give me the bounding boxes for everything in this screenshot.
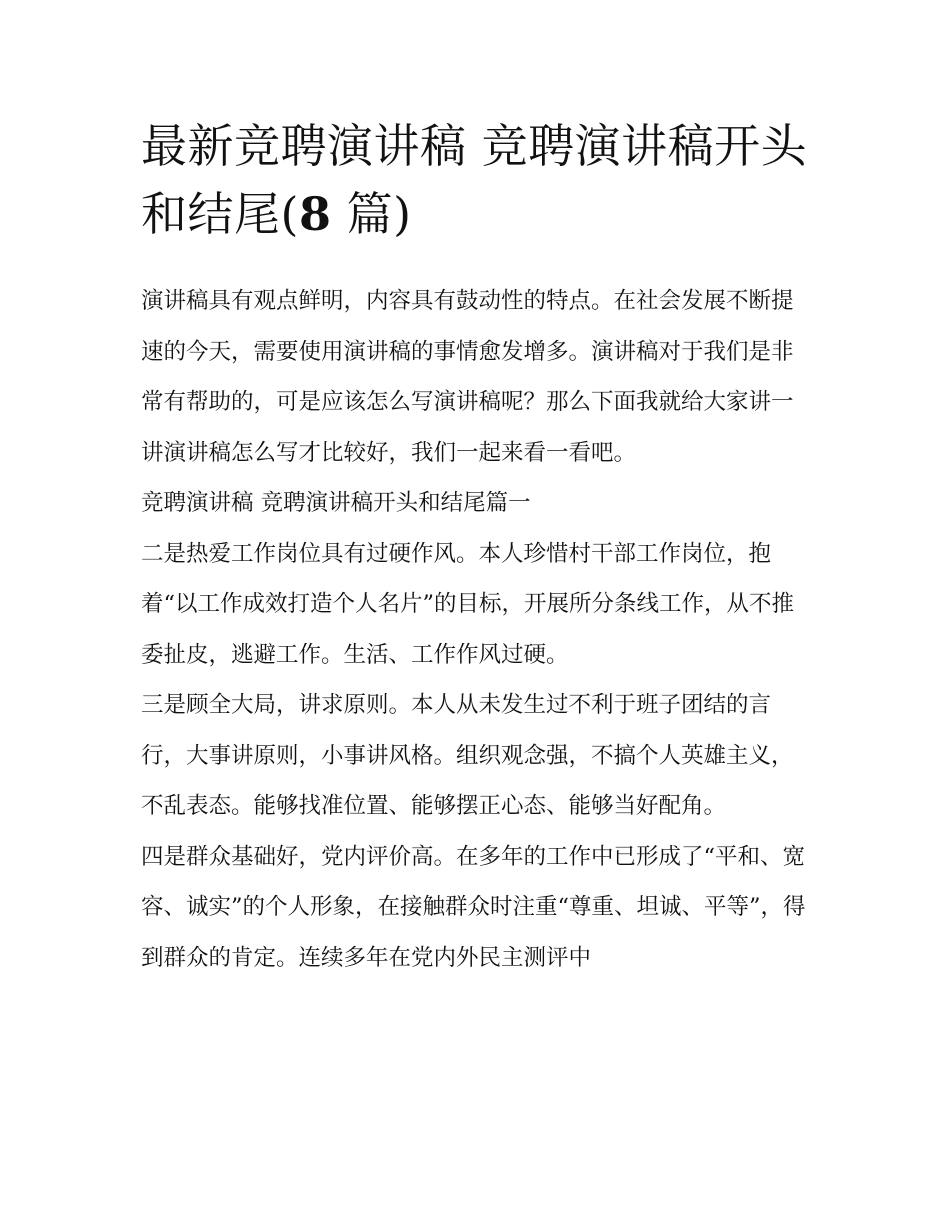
paragraph-point-three: 三是顾全大局，讲求原则。本人从未发生过不利于班子团结的言行，大事讲原则，小事讲风格。组织观念强，不搞个人英雄主义，不乱表态。能够找准位置、能够摆正心态、能够当好配角。 <box>141 692 794 819</box>
paragraph-point-four: 四是群众基础好，党内评价高。在多年的工作中已形成了“平和、宽容、诚实”的个人形象，在接触群众时注重“尊重、坦诚、平等”，得到群众的肯定。连续多年在党内外民主测评中 <box>141 843 806 971</box>
paragraph-point-two: 二是热爱工作岗位具有过硬作风。本人珍惜村干部工作岗位，抱着“以工作成效打造个人名片”的目标，开展所分条线工作，从不推委扯皮，逃避工作。生活、工作作风过硬。 <box>141 540 795 668</box>
title-text-part1: 最新竞聘演讲稿 竞聘演讲稿开头和结尾( <box>141 119 808 241</box>
intro-paragraph: 演讲稿具有观点鲜明，内容具有鼓动性的特点。在社会发展不断提速的今天，需要使用演讲稿的事情愈发增多。演讲稿对于我们是非常有帮助的，可是应该怎么写演讲稿呢？那么下面我就给大家讲一讲演讲稿怎么写才比较好，我们一起来看一看吧。 <box>141 288 794 466</box>
title-count: 8 <box>298 187 332 241</box>
document-body <box>141 276 813 983</box>
document-title <box>141 112 841 248</box>
title-text-part2: 篇) <box>331 187 412 241</box>
section-heading: 竞聘演讲稿 竞聘演讲稿开头和结尾篇一 <box>141 490 531 516</box>
